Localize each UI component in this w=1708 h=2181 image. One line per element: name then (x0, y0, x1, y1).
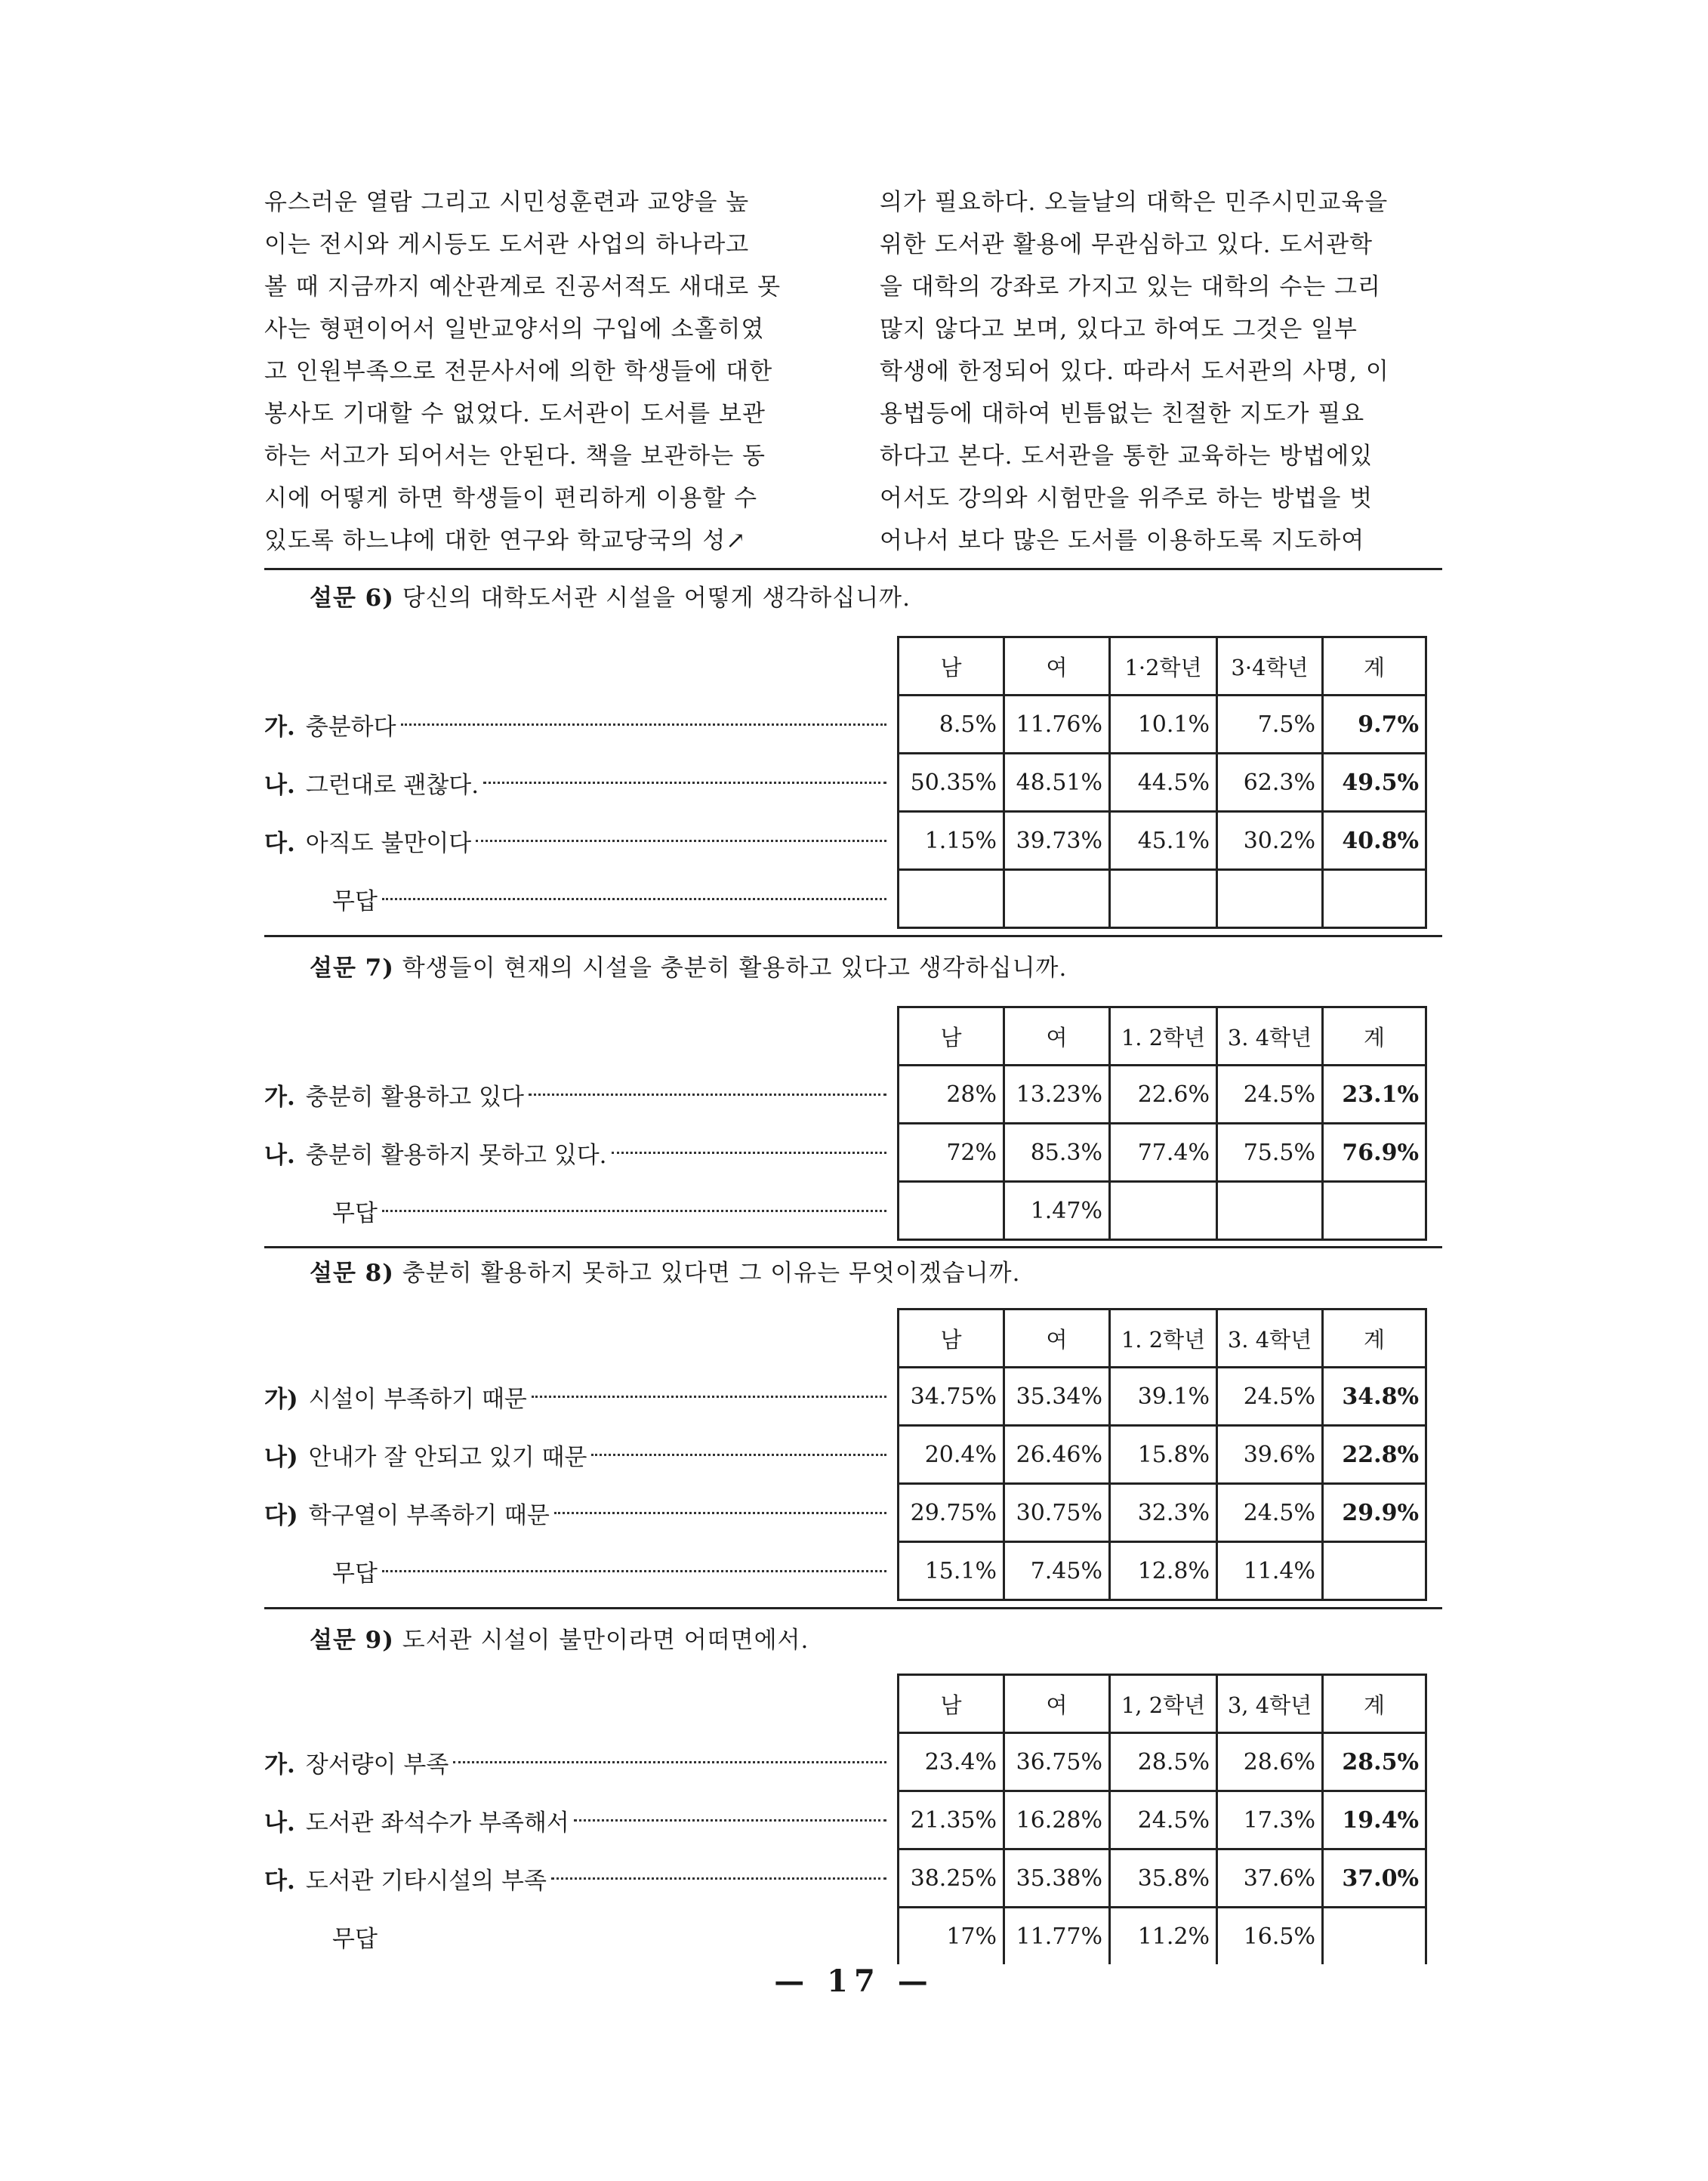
value-cell (1216, 871, 1321, 927)
row-marker: 가) (264, 1385, 298, 1413)
value-cell: 85.3% (1003, 1124, 1108, 1180)
question-number: 설문 9) (310, 1627, 394, 1654)
total-cell (1321, 1183, 1427, 1239)
table-header-row (264, 1676, 1442, 1732)
right-line: 을 대학의 강좌로 가지고 있는 대학의 수는 그리 (880, 273, 1381, 301)
value-cell: 48.51% (1003, 754, 1108, 810)
value-cell: 44.5% (1108, 754, 1216, 810)
header-cell: 1, 2학년 (1108, 1676, 1216, 1732)
question-number: 설문 7) (310, 955, 394, 982)
value-cell: 23.4% (897, 1734, 1003, 1790)
value-cell: 12.8% (1108, 1543, 1216, 1599)
total-cell (1321, 1908, 1427, 1964)
total-cell: 22.8% (1321, 1427, 1427, 1482)
value-cell: 29.75% (897, 1485, 1003, 1541)
table-row (264, 696, 1442, 752)
value-cell: 17% (897, 1908, 1003, 1964)
row-label: 장서량이 부족 (305, 1751, 449, 1778)
value-cell: 20.4% (897, 1427, 1003, 1482)
question-number: 설문 6) (310, 585, 394, 612)
row-label: 시설이 부족하기 때문 (308, 1385, 527, 1413)
value-cell: 36.75% (1003, 1734, 1108, 1790)
dot-leader (382, 898, 886, 900)
dot-leader (382, 1570, 886, 1572)
value-cell: 24.5% (1108, 1792, 1216, 1848)
left-line: 있도록 하느냐에 대한 연구와 학교당국의 성↗ (264, 527, 747, 554)
row-marker: 다. (264, 829, 295, 857)
value-cell: 34.75% (897, 1368, 1003, 1424)
table-row (264, 1183, 1442, 1239)
question-title (310, 581, 1442, 615)
table-row (264, 1792, 1442, 1848)
table-row (264, 813, 1442, 868)
table-row (264, 1850, 1442, 1906)
value-cell (897, 1183, 1003, 1239)
dot-leader (382, 1210, 886, 1212)
value-cell: 30.75% (1003, 1485, 1108, 1541)
row-marker: 다) (264, 1501, 298, 1529)
value-cell (1216, 1183, 1321, 1239)
header-cell: 여 (1003, 1676, 1108, 1732)
value-cell: 7.5% (1216, 696, 1321, 752)
right-line: 어서도 강의와 시험만을 위주로 하는 방법을 벗 (880, 485, 1373, 512)
value-cell: 32.3% (1108, 1485, 1216, 1541)
left-line: 사는 형편이어서 일반교양서의 구입에 소홀히였 (264, 316, 765, 343)
value-cell: 39.73% (1003, 813, 1108, 868)
total-cell (1321, 1543, 1427, 1599)
value-cell: 11.2% (1108, 1908, 1216, 1964)
dot-leader (476, 840, 886, 842)
table-header-row (264, 638, 1442, 694)
value-cell: 16.5% (1216, 1908, 1321, 1964)
value-cell: 35.8% (1108, 1850, 1216, 1906)
header-cell: 1·2학년 (1108, 638, 1216, 694)
row-label: 무답 (332, 1199, 378, 1227)
value-cell: 16.28% (1003, 1792, 1108, 1848)
value-cell (1108, 871, 1216, 927)
value-cell: 24.5% (1216, 1485, 1321, 1541)
row-marker: 나. (264, 771, 295, 799)
value-cell: 45.1% (1108, 813, 1216, 868)
row-label: 도서관 좌석수가 부족해서 (305, 1809, 569, 1837)
section-divider (264, 568, 1442, 570)
value-cell: 35.38% (1003, 1850, 1108, 1906)
row-label: 충분하다 (305, 713, 396, 741)
total-cell: 76.9% (1321, 1124, 1427, 1180)
left-line: 하는 서고가 되어서는 안된다. 책을 보관하는 동 (264, 443, 766, 470)
question-6 (264, 581, 1442, 915)
header-cell: 3. 4학년 (1216, 1310, 1321, 1366)
value-cell (1108, 1183, 1216, 1239)
table-row (264, 1908, 1442, 1964)
total-cell: 49.5% (1321, 754, 1427, 810)
left-line: 고 인원부족으로 전문사서에 의한 학생들에 대한 (264, 358, 773, 385)
header-cell: 1. 2학년 (1108, 1310, 1216, 1366)
value-cell: 1.15% (897, 813, 1003, 868)
header-cell: 남 (897, 1310, 1003, 1366)
total-cell: 29.9% (1321, 1485, 1427, 1541)
question-title (310, 1624, 1442, 1657)
right-line: 어나서 보다 많은 도서를 이용하도록 지도하여 (880, 527, 1365, 554)
value-cell: 11.76% (1003, 696, 1108, 752)
header-cell: 계 (1321, 638, 1427, 694)
value-cell: 24.5% (1216, 1368, 1321, 1424)
row-label: 무답 (332, 1925, 378, 1953)
value-cell: 77.4% (1108, 1124, 1216, 1180)
question-9 (264, 1624, 1442, 1953)
total-cell: 34.8% (1321, 1368, 1427, 1424)
header-cell: 계 (1321, 1008, 1427, 1064)
row-label: 충분히 활용하지 못하고 있다. (305, 1141, 607, 1169)
right-column (880, 181, 1442, 562)
left-line: 이는 전시와 게시등도 도서관 사업의 하나라고 (264, 231, 750, 258)
table-header-row (264, 1310, 1442, 1366)
left-line: 유스러운 열람 그리고 시민성훈련과 교양을 높 (264, 189, 750, 216)
section-divider (264, 935, 1442, 937)
header-cell: 여 (1003, 638, 1108, 694)
row-marker: 다. (264, 1867, 295, 1895)
row-label: 도서관 기타시설의 부족 (305, 1867, 547, 1895)
page-number: — 17 — (774, 1964, 934, 1999)
value-cell: 8.5% (897, 696, 1003, 752)
value-cell: 17.3% (1216, 1792, 1321, 1848)
value-cell: 62.3% (1216, 754, 1321, 810)
question-text: 학생들이 현재의 시설을 충분히 활용하고 있다고 생각하십니까. (402, 955, 1068, 982)
table-row (264, 871, 1442, 927)
table-row (264, 1734, 1442, 1790)
header-cell: 계 (1321, 1310, 1427, 1366)
row-marker: 가. (264, 1083, 295, 1111)
value-cell: 11.4% (1216, 1543, 1321, 1599)
header-cell: 3·4학년 (1216, 638, 1321, 694)
value-cell: 28.5% (1108, 1734, 1216, 1790)
table-row (264, 1368, 1442, 1424)
row-marker: 나. (264, 1141, 295, 1169)
question-7 (264, 952, 1442, 1227)
left-line: 봉사도 기대할 수 없었다. 도서관이 도서를 보관 (264, 400, 766, 427)
right-line: 용법등에 대하여 빈틈없는 친절한 지도가 필요 (880, 400, 1365, 427)
question-title (310, 952, 1442, 985)
value-cell: 30.2% (1216, 813, 1321, 868)
header-cell: 남 (897, 1008, 1003, 1064)
row-label: 무답 (332, 1559, 378, 1587)
left-line: 시에 어떻게 하면 학생들이 편리하게 이용할 수 (264, 485, 758, 512)
total-cell: 19.4% (1321, 1792, 1427, 1848)
value-cell: 28.6% (1216, 1734, 1321, 1790)
table-row (264, 1066, 1442, 1122)
header-cell: 계 (1321, 1676, 1427, 1732)
header-cell: 여 (1003, 1008, 1108, 1064)
value-cell: 22.6% (1108, 1066, 1216, 1122)
dot-leader (574, 1819, 886, 1822)
value-cell: 26.46% (1003, 1427, 1108, 1482)
total-cell (1321, 871, 1427, 927)
table-row (264, 1485, 1442, 1541)
value-cell: 21.35% (897, 1792, 1003, 1848)
right-line: 하다고 본다. 도서관을 통한 교육하는 방법에있 (880, 443, 1373, 470)
dot-leader (554, 1512, 886, 1514)
row-marker: 가. (264, 1751, 295, 1778)
total-cell: 9.7% (1321, 696, 1427, 752)
value-cell (897, 871, 1003, 927)
table-bottom-border (897, 927, 1427, 929)
question-text: 당신의 대학도서관 시설을 어떻게 생각하십니까. (402, 585, 911, 612)
section-divider (264, 1607, 1442, 1609)
value-cell: 38.25% (897, 1850, 1003, 1906)
right-line: 많지 않다고 보며, 있다고 하여도 그것은 일부 (880, 316, 1358, 343)
row-label: 무답 (332, 887, 378, 915)
value-cell: 10.1% (1108, 696, 1216, 752)
value-cell: 15.8% (1108, 1427, 1216, 1482)
section-divider (264, 1246, 1442, 1248)
row-label: 안내가 잘 안되고 있기 때문 (308, 1443, 587, 1471)
dot-leader (529, 1094, 886, 1096)
left-line: 볼 때 지금까지 예산관계로 진공서적도 새대로 못 (264, 273, 782, 301)
row-label: 아직도 불만이다 (305, 829, 472, 857)
value-cell: 50.35% (897, 754, 1003, 810)
table-header-row (264, 1008, 1442, 1064)
question-text: 도서관 시설이 불만이라면 어떠면에서. (402, 1627, 809, 1654)
total-cell: 37.0% (1321, 1850, 1427, 1906)
left-column (264, 181, 827, 562)
table-row (264, 1427, 1442, 1482)
value-cell: 24.5% (1216, 1066, 1321, 1122)
row-label: 충분히 활용하고 있다 (305, 1083, 524, 1111)
right-line: 의가 필요하다. 오늘날의 대학은 민주시민교육을 (880, 189, 1389, 216)
right-line: 학생에 한정되어 있다. 따라서 도서관의 사명, 이 (880, 358, 1389, 385)
question-text: 충분히 활용하지 못하고 있다면 그 이유는 무엇이겠습니까. (402, 1260, 1021, 1287)
value-cell: 15.1% (897, 1543, 1003, 1599)
value-cell: 37.6% (1216, 1850, 1321, 1906)
value-cell: 35.34% (1003, 1368, 1108, 1424)
header-cell: 3, 4학년 (1216, 1676, 1321, 1732)
header-cell: 여 (1003, 1310, 1108, 1366)
dot-leader (591, 1454, 886, 1456)
table-row (264, 1543, 1442, 1599)
table-row (264, 1124, 1442, 1180)
total-cell: 28.5% (1321, 1734, 1427, 1790)
value-cell (1003, 871, 1108, 927)
value-cell: 13.23% (1003, 1066, 1108, 1122)
value-cell: 39.1% (1108, 1368, 1216, 1424)
total-cell: 23.1% (1321, 1066, 1427, 1122)
row-marker: 가. (264, 713, 295, 741)
table-bottom-border (897, 1239, 1427, 1241)
right-line: 위한 도서관 활용에 무관심하고 있다. 도서관학 (880, 231, 1373, 258)
row-marker: 나. (264, 1809, 295, 1837)
header-cell: 남 (897, 638, 1003, 694)
row-marker: 나) (264, 1443, 298, 1471)
question-number: 설문 8) (310, 1260, 394, 1287)
table-row (264, 754, 1442, 810)
dot-leader (453, 1761, 886, 1763)
row-label: 학구열이 부족하기 때문 (308, 1501, 550, 1529)
header-cell: 3. 4학년 (1216, 1008, 1321, 1064)
question-title (310, 1257, 1442, 1290)
value-cell: 7.45% (1003, 1543, 1108, 1599)
value-cell: 28% (897, 1066, 1003, 1122)
dot-leader (612, 1152, 886, 1154)
question-8 (264, 1257, 1442, 1587)
value-cell: 1.47% (1003, 1183, 1108, 1239)
value-cell: 11.77% (1003, 1908, 1108, 1964)
body-text-columns (264, 181, 1442, 562)
header-cell: 남 (897, 1676, 1003, 1732)
dot-leader (551, 1877, 886, 1880)
table-bottom-border (897, 1599, 1427, 1601)
total-cell: 40.8% (1321, 813, 1427, 868)
row-label: 그런대로 괜찮다. (305, 771, 479, 799)
dot-leader (483, 782, 886, 784)
header-cell: 1. 2학년 (1108, 1008, 1216, 1064)
value-cell: 72% (897, 1124, 1003, 1180)
dot-leader (401, 723, 886, 726)
dot-leader (532, 1396, 886, 1398)
value-cell: 39.6% (1216, 1427, 1321, 1482)
value-cell: 75.5% (1216, 1124, 1321, 1180)
